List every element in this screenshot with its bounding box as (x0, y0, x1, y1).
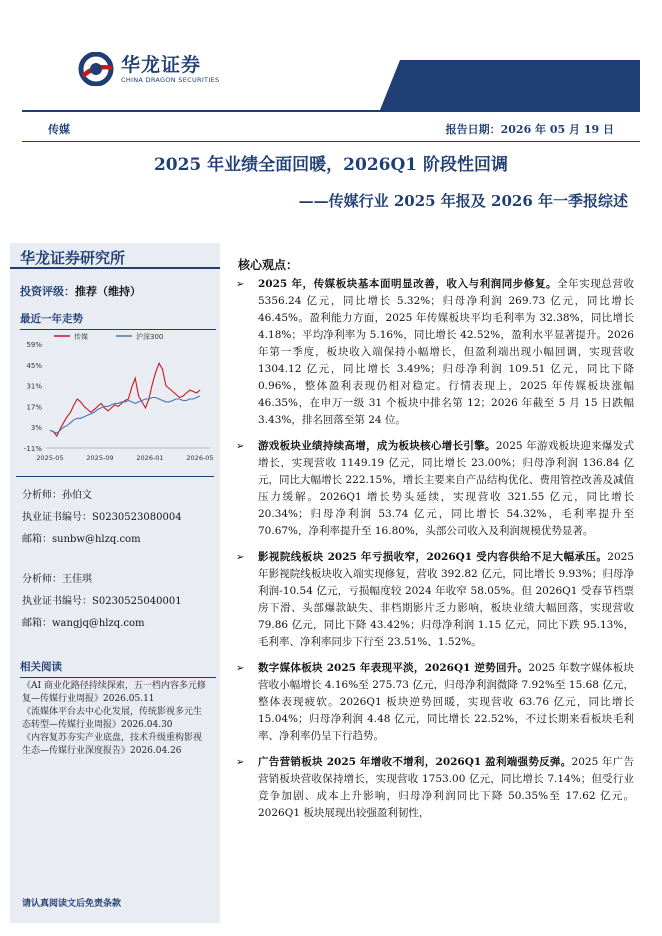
analyst2-email[interactable]: 邮箱：wangjq@hlzq.com (22, 618, 145, 629)
bullet-lead: 广告营销板块 2025 年增收不增利，2026Q1 盈利端强势反弹。 (258, 756, 572, 768)
related-reading-list (10, 678, 220, 758)
x-tick-label: 2026-01 (136, 454, 164, 462)
header-divider (22, 110, 640, 112)
investment-rating (10, 269, 220, 305)
bullet-lead: 影视院线板块 2025 年亏损收窄，2026Q1 受内容供给不足大幅承压。 (258, 551, 608, 563)
bullet-body: 2025 年影视院线板块收入端实现修复，营收 392.82 亿元，同比增长 9.93%；归母净利润-10.54 亿元，亏损幅度较 2024 年收窄 58.05%。但 2026Q1 受春节档票房下滑、头部爆款缺失、非档期影片乏力影响，板块业绩大幅回落，实现营收 79.86 亿元，同比下降 43.42%；归母净利润 1.15 亿元，同比下跌 95.13%，毛利率、净利率同步下行至 23.51%、1.52%。 (258, 551, 634, 648)
analyst2-name: 分析师：王佳琪 (22, 574, 92, 585)
header-banner (380, 60, 640, 110)
x-tick-label: 2025-05 (36, 454, 64, 462)
sub-divider (22, 141, 640, 142)
trend-title: 最近一年走势 (20, 311, 216, 330)
bullet-lead: 数字媒体板块 2025 年表现平淡，2026Q1 逆势回升。 (258, 662, 529, 674)
bullet-lead: 游戏板块业绩持续高增，成为板块核心增长引擎。 (258, 440, 496, 452)
institute-name: 华龙证券研究所 (10, 243, 220, 269)
bullet-arrow-icon: ➢ (236, 757, 245, 768)
bullet-film (234, 549, 634, 651)
bullet-arrow-icon: ➢ (236, 441, 245, 452)
report-title: 2025 年业绩全面回暖，2026Q1 阶段性回调 (153, 155, 509, 175)
banner-title: 证券研究报告 (531, 16, 634, 34)
company-logo (76, 52, 219, 86)
bullet-body: 全年实现总营收 5356.24 亿元，同比增长 5.32%；归母净利润 269.73 亿元，同比增长 46.45%。盈利能力方面，2025 年传媒板块平均毛利率为 32.38%，同比增长 4.18%；平均净利率为 5.16%，同比增长 42.52%，盈利水平显著提升。2026 年第一季度，板块收入端保持小幅增长，但盈利端出现小幅回调，实现营收 1304.12 亿元，同比增长 3.49%；归母净利润 109.51 亿元，同比下降 0.96%，整体盈利表现仍相对稳定。行情表现上，2025 年传媒板块涨幅 46.35%，在申万一级 31 个板块中排名第 12；2026 年截至 5 月 15 日跌幅 3.43%，排名回落至第 24 位。 (258, 278, 635, 426)
y-tick-label: 3% (30, 424, 42, 433)
series-line-2 (50, 396, 200, 433)
x-tick-label: 2025-09 (86, 454, 114, 462)
rating-label: 投资评级： (20, 285, 75, 298)
y-tick-label: 17% (26, 403, 42, 412)
core-view-title: 核心观点： (238, 258, 299, 272)
sidebar (10, 243, 220, 923)
core-view-list (234, 276, 634, 831)
related-item-3[interactable]: 《内容复苏夯实产业底盘，技术升级重构影视生态—传媒行业深度报告》2026.04.26 (22, 733, 203, 756)
sector-label: 传媒 (48, 123, 70, 136)
related-reading-title: 相关阅读 (20, 659, 216, 678)
analyst1-name: 分析师：孙伯文 (22, 490, 92, 501)
bullet-overview (234, 276, 634, 429)
analyst2-cert: 执业证书编号：S0230525040001 (22, 596, 182, 607)
report-subtitle: ——传媒行业 2025 年报及 2026 年一季报综述 (298, 192, 628, 210)
report-date: 报告日期：2026 年 05 月 19 日 (445, 123, 614, 136)
brand-name-cn: 华龙证券 (121, 54, 202, 76)
y-tick-label: 31% (26, 382, 42, 391)
related-item-2[interactable]: 《流媒体平台去中心化发展，传统影视多元生态转型—传媒行业周报》2026.04.30 (22, 707, 203, 730)
related-item-1[interactable]: 《AI 商业化路径持续探索，五一档内容多元修复—传媒行业周报》2026.05.11 (22, 681, 206, 704)
bullet-advertising (234, 754, 634, 822)
brand-name-en: CHINA DRAGON SECURITIES (121, 76, 220, 84)
bullet-body: 2025 年广告营销板块营收保持增长，实现营收 1753.00 亿元，同比增长 7.14%；但受行业竞争加剧、成本上升影响，归母净利润同比下降 50.35%至 17.62 亿元。2026Q1 板块展现出较强盈利韧性， (258, 756, 635, 819)
trend-chart (14, 330, 216, 470)
y-tick-label: 45% (26, 361, 42, 370)
series-line-1 (50, 363, 200, 436)
x-tick-label: 2026-05 (186, 454, 214, 462)
bullet-gaming (234, 438, 634, 540)
analyst1-cert: 执业证书编号：S0230523080004 (22, 512, 182, 523)
trend-chart-svg (14, 330, 216, 470)
y-tick-label: -11% (23, 445, 42, 453)
bullet-lead: 2025 年，传媒板块基本面明显改善，收入与利润同步修复。 (258, 278, 558, 290)
rating-value: 推荐（维持） (75, 285, 141, 298)
dragon-logo-icon (76, 52, 116, 86)
bullet-arrow-icon: ➢ (236, 279, 245, 290)
bullet-digital-media (234, 660, 634, 745)
bullet-arrow-icon: ➢ (236, 663, 245, 674)
legend-label-1: 传媒 (74, 333, 88, 341)
analyst1-email[interactable]: 邮箱：sunbw@hlzq.com (22, 534, 141, 545)
bullet-body: 2025 年数字媒体板块营收小幅增长 4.16%至 275.73 亿元，归母净利润微降 7.92%至 15.68 亿元，整体表现疲软。2026Q1 板块逆势回暖，实现营收 63.76 亿元，同比增长 15.04%；归母净利润 4.48 亿元，同比增长 22.52%，不过长期来看板块毛利率、净利率仍呈下行趋势。 (258, 662, 634, 742)
legend-label-2: 沪深300 (136, 333, 164, 341)
y-tick-label: 59% (26, 341, 42, 349)
disclaimer-note: 请认真阅读文后免责条款 (22, 899, 122, 909)
bullet-body: 2025 年游戏板块迎来爆发式增长，实现营收 1149.19 亿元，同比增长 23.00%；归母净利润 136.84 亿元，同比大幅增长 222.15%，增长主要来自产品结构优化、费用管控改善及减值压力缓解。2026Q1 增长势头延续，实现营收 321.55 亿元，同比增长 20.34%；归母净利润 53.74 亿元，同比增长 54.32%，毛利率提升至 70.67%，净利率提升至 16.80%，头部公司收入及利润规模优势显著。 (258, 440, 635, 537)
bullet-arrow-icon: ➢ (236, 552, 245, 563)
